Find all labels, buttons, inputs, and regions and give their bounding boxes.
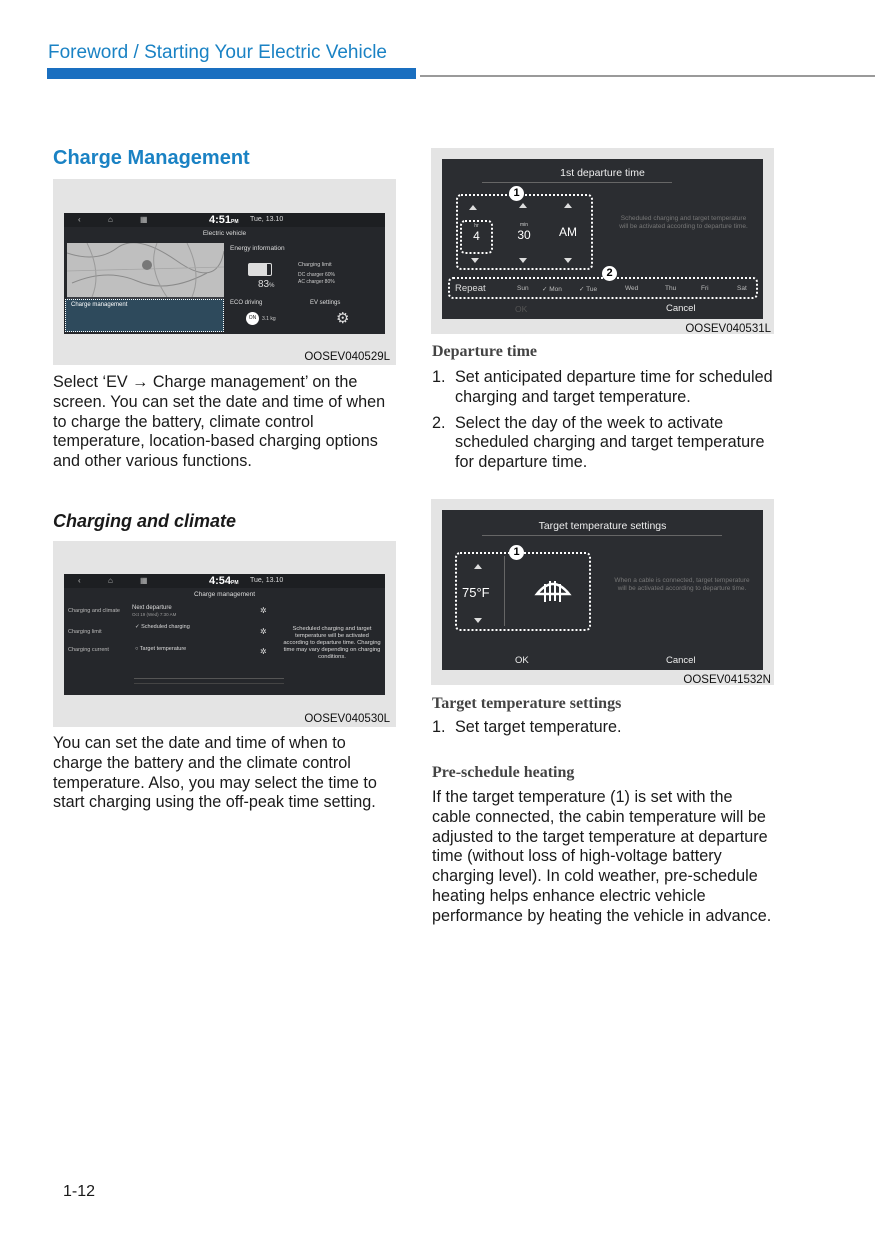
repeat-days-highlight [448, 277, 758, 299]
figure-code: OOSEV040529L [304, 351, 390, 363]
energy-info-label: Energy information [230, 245, 285, 252]
charge-management-screen [64, 574, 385, 695]
departure-time-screen [442, 159, 763, 319]
header-accent-bar [47, 68, 416, 79]
header-divider [420, 75, 875, 77]
temperature-down-arrow[interactable] [474, 618, 482, 623]
eco-value: 3.1 kg [262, 316, 276, 322]
repeat-label: Repeat [455, 283, 486, 294]
minute-field[interactable]: 30 [517, 228, 531, 242]
figure-ev-screen [53, 179, 396, 365]
minute-label: min [519, 222, 529, 228]
target-temperature-steps [432, 718, 777, 738]
subsection-title: Charging and climate [53, 511, 237, 531]
day-fri[interactable]: Fri [701, 285, 709, 292]
page-header-title: Foreword / Starting Your Electric Vehicle [48, 42, 388, 63]
eco-driving-label: ECO driving [230, 300, 263, 306]
menu-item-charging-limit[interactable]: Charging limit [68, 629, 102, 635]
figure-code: OOSEV041532N [683, 674, 771, 686]
callout-2: 2 [602, 266, 617, 281]
hour-down-arrow[interactable] [471, 258, 479, 263]
home-icon: ⌂ [108, 576, 113, 585]
target-temperature-option[interactable]: ○ Target temperature [135, 646, 187, 652]
back-icon: ‹ [78, 215, 81, 224]
menu-item-charging-climate[interactable]: Charging and climate [68, 608, 120, 614]
ok-button[interactable]: OK [515, 304, 528, 314]
clock: 4:54PM [209, 575, 239, 587]
charge-management-tile[interactable]: Charge management [65, 299, 224, 332]
menu-icon: ▦ [140, 576, 148, 585]
gear-icon[interactable]: ⚙ [336, 310, 350, 327]
figure-charge-management [53, 541, 396, 727]
defrost-icon[interactable] [533, 576, 573, 612]
temperature-value[interactable]: 75°F [462, 585, 490, 600]
cancel-button[interactable]: Cancel [666, 303, 696, 314]
settings-icon[interactable]: ✲ [260, 647, 267, 656]
intro-paragraph: Select ‘EV → Charge management’ on the screen. You can set the date and time of when to charge the battery, climate control temperature, location-based charging options and other various functions. [53, 373, 386, 471]
date: Tue, 13.10 [250, 577, 284, 584]
menu-item-charging-current[interactable]: Charging current [68, 647, 109, 653]
scheduled-charging-option[interactable]: ✓ Scheduled charging [135, 624, 190, 630]
figure-departure-time [431, 148, 774, 334]
eco-badge[interactable]: ON [246, 312, 259, 325]
charging-climate-paragraph: You can set the date and time of when to charge the battery and the climate control temperature. Also, you may select the time to start charging using the off-peak time setting. [53, 734, 377, 812]
ampm-down-arrow[interactable] [564, 258, 572, 263]
list-item: 1. Set anticipated departure time for scheduled charging and target temperature. [432, 368, 773, 406]
menu-icon: ▦ [140, 215, 148, 224]
next-departure-label: Next departure [132, 605, 172, 611]
screen-title: Electric vehicle [202, 230, 247, 237]
figure-code: OOSEV040531L [685, 323, 771, 335]
target-temperature-screen [442, 510, 763, 670]
day-thu[interactable]: Thu [665, 285, 677, 292]
figure-code: OOSEV040530L [304, 713, 390, 725]
departure-time-heading: Departure time [432, 343, 537, 360]
battery-icon [248, 263, 272, 276]
temperature-up-arrow[interactable] [474, 564, 482, 569]
screen-title: Target temperature settings [538, 520, 667, 532]
cancel-button[interactable]: Cancel [666, 655, 696, 666]
minute-up-arrow[interactable] [519, 203, 527, 208]
target-temperature-heading: Target temperature settings [432, 695, 622, 712]
ampm-field[interactable]: AM [559, 225, 577, 239]
charging-limit-label: Charging limit [298, 262, 332, 268]
settings-icon[interactable]: ✲ [260, 627, 267, 636]
next-departure-value: Oct 19 (Wed) 7:30 AM [132, 612, 177, 617]
map-thumbnail[interactable] [67, 243, 224, 297]
list-item: 1. Set target temperature. [432, 718, 622, 736]
day-sun[interactable]: Sun [517, 285, 529, 292]
pre-schedule-paragraph: If the target temperature (1) is set with the cable connected, the cabin temperature will be adjusted to the target temperature at departure time (without loss of high-voltage battery charging level). In cold weather, pre-schedule heating helps enhance electric vehicle performance by heating the vehicle in advance. [432, 788, 772, 925]
ev-settings-label: EV settings [310, 300, 341, 306]
info-text: Scheduled charging and target temperature will be activated according to departure time. Charging time may vary depending on charging conditions. [283, 626, 381, 660]
pre-schedule-heading: Pre-schedule heating [432, 764, 575, 781]
callout-1: 1 [509, 186, 524, 201]
day-wed[interactable]: Wed [625, 285, 639, 292]
info-text: When a cable is connected, target temperature will be activated according to departure time. [614, 577, 750, 592]
battery-level: 83% [258, 279, 275, 290]
hour-up-arrow[interactable] [469, 205, 477, 210]
section-title: Charge Management [53, 147, 250, 169]
page-number: 1-12 [63, 1183, 96, 1200]
day-sat[interactable]: Sat [737, 285, 747, 292]
dc-charger-limit: DC charger 60% [298, 272, 335, 278]
day-tue[interactable]: ✓ Tue [579, 286, 598, 293]
ampm-up-arrow[interactable] [564, 203, 572, 208]
home-icon: ⌂ [108, 215, 113, 224]
day-mon[interactable]: ✓ Mon [542, 286, 562, 293]
callout-1: 1 [509, 545, 524, 560]
settings-icon[interactable]: ✲ [260, 606, 267, 615]
back-icon: ‹ [78, 576, 81, 585]
hour-field[interactable]: hr 4 [460, 220, 493, 254]
date: Tue, 13.10 [250, 216, 284, 223]
minute-down-arrow[interactable] [519, 258, 527, 263]
figure-target-temperature [431, 499, 774, 685]
list-item: 2. Select the day of the week to activate scheduled charging and target temperature for departure time. [432, 413, 765, 472]
departure-steps [432, 368, 777, 473]
screen-title: 1st departure time [560, 167, 645, 179]
ev-screen [64, 213, 385, 334]
screen-title: Charge management [193, 591, 256, 598]
ac-charger-limit: AC charger 80% [298, 279, 335, 285]
ok-button[interactable]: OK [515, 655, 529, 666]
clock: 4:51PM [209, 214, 239, 226]
info-text: Scheduled charging and target temperature will be activated according to departure time. [619, 215, 748, 230]
